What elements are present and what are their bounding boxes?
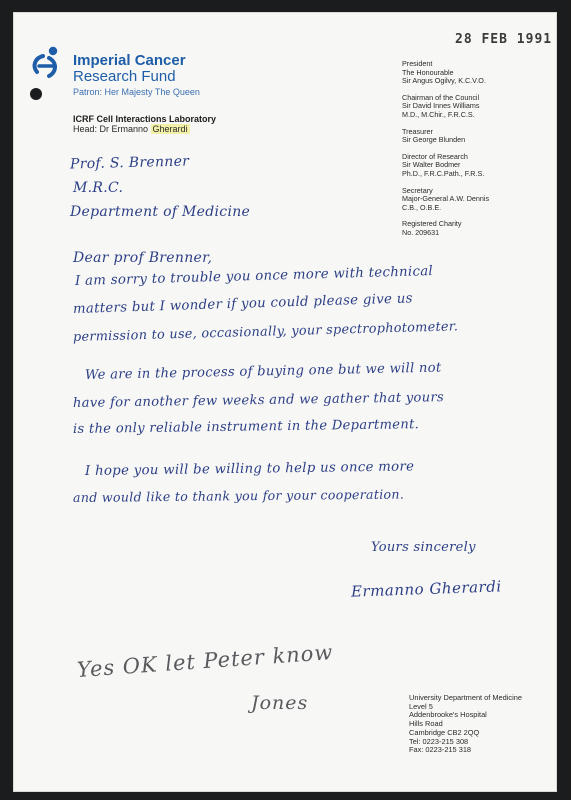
address-line: Addenbrooke's Hospital [409,710,487,720]
body-line: I am sorry to trouble you once more with technical [74,264,434,289]
address-line: Hills Road [409,719,443,729]
icrf-logo-icon [29,46,63,86]
council-line: President [402,59,433,68]
council-line: Registered Charity [402,219,462,229]
body-line: I hope you will be willing to help us once more [84,459,415,479]
council-line: M.D., M.Chir., F.R.C.S. [402,109,475,119]
council-line: Ph.D., F.R.C.Path., F.R.S. [402,168,485,178]
council-line: Treasurer [402,126,433,136]
address-line: Fax: 0223-215 318 [409,745,472,755]
punch-hole [30,88,42,100]
council-line: Director of Research [402,151,468,161]
council-line: Sir David Innes Williams [402,101,480,111]
address-line: Tel: 0223-215 308 [409,736,469,746]
council-block [402,220,552,237]
org-name: Imperial Cancer [73,52,186,69]
body-line: and would like to thank you for your cooperation. [72,486,405,505]
address-line: University Department of Medicine [409,693,522,702]
body-line: permission to use, occasionally, your spectrophotometer. [72,319,459,345]
council-line: Chairman of the Council [402,92,480,102]
recipient-line: Prof. S. Brenner [69,153,190,173]
closing: Yours sincerely [371,540,476,555]
address-line: Level 5 [409,701,433,711]
body-line: matters but I wonder if you could please give us [72,291,413,317]
lab-head-highlight: Gherardi [152,124,188,134]
body-line: We are in the process of buying one but we will not [84,360,442,383]
recipient-line: Department of Medicine [70,204,251,220]
date-stamp: 28 FEB 1991 [455,32,553,47]
address-block [409,694,557,755]
council-block [402,128,552,145]
signature: Ermanno Gherardi [350,577,502,601]
council-line: Sir Angus Ogilvy, K.C.V.O. [402,76,486,86]
body-line: is the only reliable instrument in the Department. [72,417,420,437]
salutation: Dear prof Brenner, [73,250,213,266]
council-line: No. 209631 [402,227,440,237]
letter-page [13,12,557,792]
council-line: Sir George Blunden [402,135,466,145]
org-name-line2: Research Fund [73,68,176,85]
council-line: Major-General A.W. Dennis [402,194,490,204]
council-line: Sir Walter Bodmer [402,160,461,170]
council-block [402,153,552,179]
council-block [402,94,552,120]
council-line: Secretary [402,185,433,195]
council-block [402,60,552,86]
council-line: The Honourable [402,67,454,77]
annotation-signature: Jones [251,692,309,714]
council-line: C.B., O.B.E. [402,202,442,212]
patron-line: Patron: Her Majesty The Queen [73,87,200,97]
council-block [402,187,552,213]
lab-name: ICRF Cell Interactions Laboratory [73,114,217,124]
lab-head-prefix: Head: Dr Ermanno [73,124,151,134]
address-line: Cambridge CB2 2QQ [409,727,480,737]
recipient-line: M.R.C. [73,180,124,196]
annotation-line: Yes OK let Peter know [76,640,335,682]
council-list [402,60,552,246]
body-line: have for another few weeks and we gather that yours [72,390,445,411]
lab-head [73,124,190,134]
